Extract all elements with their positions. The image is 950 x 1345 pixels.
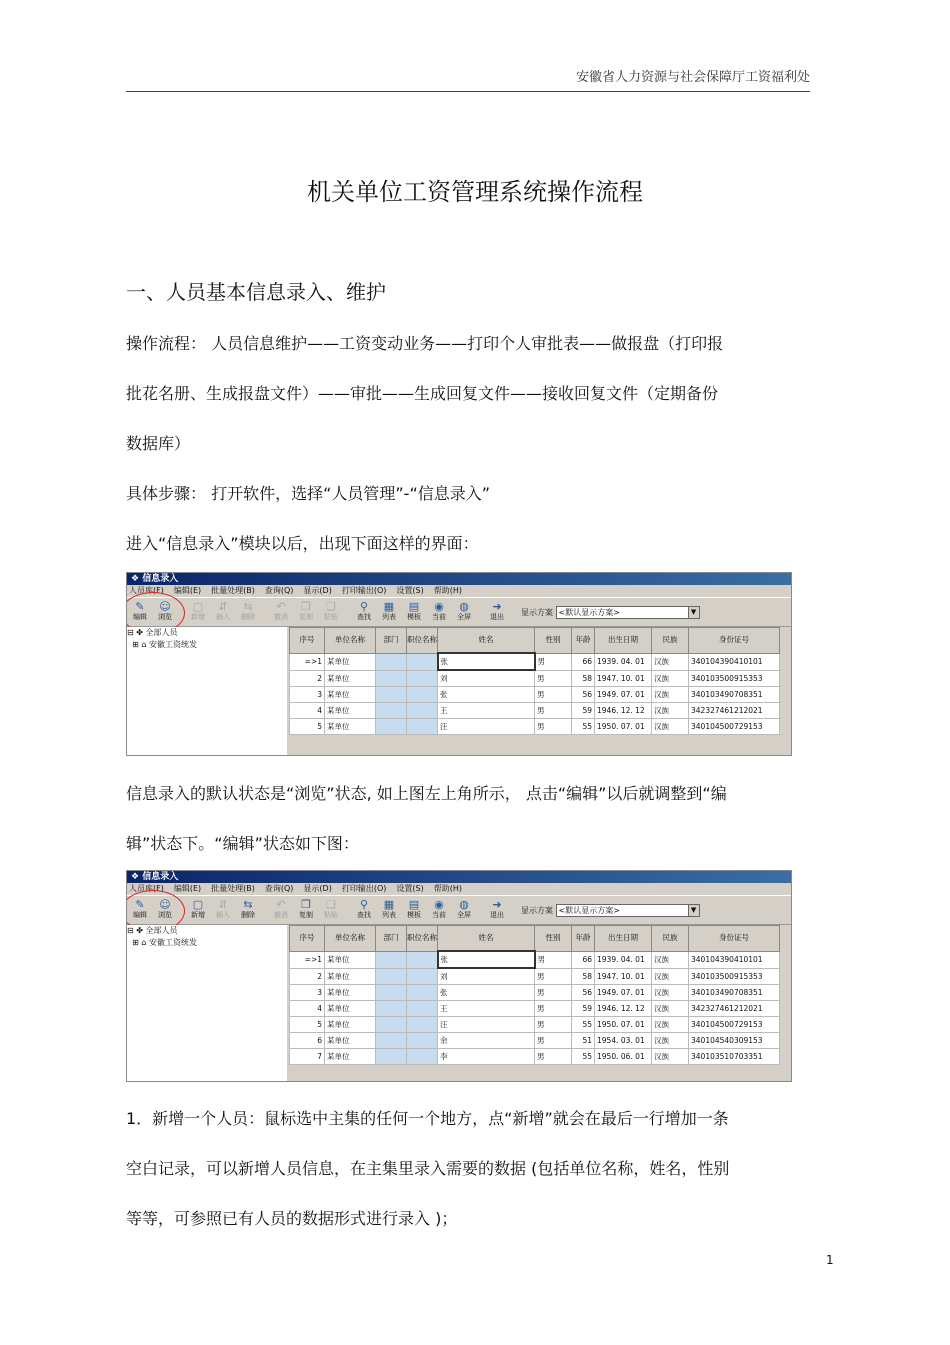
menu-item[interactable]: 打印输出(O) xyxy=(341,586,387,595)
grid-cell-姓名[interactable]: 刘 xyxy=(438,968,535,985)
grid-cell-出生日期[interactable]: 1949. 07. 01 xyxy=(595,687,652,703)
display-scheme xyxy=(521,904,700,917)
paragraph-process-3: 数据库） xyxy=(126,434,191,453)
table-row[interactable] xyxy=(290,1033,780,1049)
grid-cell-部门[interactable] xyxy=(376,1033,407,1049)
grid-cell-单位名称[interactable]: 某单位 xyxy=(325,951,376,968)
grid-cell-民族[interactable]: 汉族 xyxy=(652,1001,689,1017)
table-row[interactable] xyxy=(290,968,780,985)
toolbar-button-exit[interactable] xyxy=(486,898,508,922)
grid-cell-身份证号[interactable]: 340103510703351 xyxy=(689,1049,780,1065)
menu-item[interactable]: 人员库(F) xyxy=(129,586,164,595)
toolbar-button-find[interactable] xyxy=(353,898,375,922)
toolbar-button-fullscreen[interactable] xyxy=(453,898,475,922)
toolbar xyxy=(127,895,791,925)
grid-cell-年龄[interactable]: 55 xyxy=(572,1049,595,1065)
grid-cell-单位名称[interactable]: 某单位 xyxy=(325,703,376,719)
window-title-bar: ❖ 信息录入 xyxy=(127,871,791,883)
grid-cell-序号[interactable]: 5 xyxy=(290,1017,325,1033)
grid-cell-身份证号[interactable]: 340103500915353 xyxy=(689,968,780,985)
toolbar-button-insert[interactable] xyxy=(212,898,234,922)
column-header[interactable]: 单位名称 xyxy=(325,926,376,952)
grid-cell-序号[interactable]: 3 xyxy=(290,985,325,1001)
table-row[interactable] xyxy=(290,1001,780,1017)
grid-cell-出生日期[interactable]: 1954. 03. 01 xyxy=(595,1033,652,1049)
display-scheme-select[interactable]: <默认显示方案> ▼ xyxy=(556,606,700,619)
personnel-grid xyxy=(289,925,780,1065)
delete-icon: ⇆ xyxy=(243,600,253,613)
menu-item[interactable]: 查询(Q) xyxy=(264,586,294,595)
toolbar-button-label: 全屏 xyxy=(457,613,471,621)
menu-item[interactable]: 显示(D) xyxy=(303,586,332,595)
grid-cell-出生日期[interactable]: 1950. 07. 01 xyxy=(595,1017,652,1033)
menu-item[interactable]: 帮助(H) xyxy=(433,586,462,595)
menu-bar xyxy=(127,883,791,895)
paragraph-enter-module: 进入“信息录入”模块以后，出现下面这样的界面： xyxy=(126,534,479,553)
paragraph-add-person-1: 1．新增一个人员：鼠标选中主集的任何一个地方，点“新增”就会在最后一行增加一条 xyxy=(126,1109,729,1128)
copy-icon: ❐ xyxy=(301,600,311,613)
grid-cell-出生日期[interactable]: 1946. 12. 12 xyxy=(595,703,652,719)
grid-cell-民族[interactable]: 汉族 xyxy=(652,653,689,670)
column-header[interactable]: 性别 xyxy=(535,628,572,654)
grid-cell-部门[interactable] xyxy=(376,985,407,1001)
grid-cell-身份证号[interactable]: 340104390410101 xyxy=(689,951,780,968)
toolbar-button-current[interactable] xyxy=(428,898,450,922)
toolbar-button-fullscreen[interactable] xyxy=(453,600,475,624)
grid-cell-民族[interactable]: 汉族 xyxy=(652,703,689,719)
fullscreen-icon: ◍ xyxy=(459,898,469,911)
grid-cell-序号[interactable]: 4 xyxy=(290,1001,325,1017)
toolbar-button-undo[interactable] xyxy=(270,600,292,624)
menu-item[interactable]: 显示(D) xyxy=(303,884,332,893)
toolbar-button-label: 删除 xyxy=(241,613,255,621)
table-row[interactable] xyxy=(290,687,780,703)
grid-cell-性别[interactable]: 男 xyxy=(535,687,572,703)
grid-cell-职位名称[interactable] xyxy=(407,968,438,985)
grid-cell-序号[interactable]: 2 xyxy=(290,968,325,985)
grid-cell-姓名[interactable]: 李 xyxy=(438,1049,535,1065)
grid-cell-出生日期[interactable]: 1947. 10. 01 xyxy=(595,968,652,985)
chevron-down-icon[interactable]: ▼ xyxy=(688,607,699,618)
toolbar-button-label: 复制 xyxy=(299,613,313,621)
display-scheme-select[interactable]: <默认显示方案> ▼ xyxy=(556,904,700,917)
grid-cell-部门[interactable] xyxy=(376,1017,407,1033)
table-row[interactable] xyxy=(290,1017,780,1033)
grid-cell-部门[interactable] xyxy=(376,703,407,719)
toolbar-button-label: 全屏 xyxy=(457,911,471,919)
table-row[interactable] xyxy=(290,670,780,687)
display-scheme-label: 显示方案 xyxy=(521,608,556,617)
table-row[interactable] xyxy=(290,1049,780,1065)
header-divider xyxy=(126,91,810,92)
table-row[interactable] xyxy=(290,985,780,1001)
toolbar-button-label: 查找 xyxy=(357,613,371,621)
grid-cell-职位名称[interactable] xyxy=(407,1001,438,1017)
grid-cell-职位名称[interactable] xyxy=(407,703,438,719)
grid-cell-性别[interactable]: 男 xyxy=(535,670,572,687)
grid-cell-年龄[interactable]: 66 xyxy=(572,951,595,968)
grid-cell-职位名称[interactable] xyxy=(407,719,438,735)
grid-cell-姓名[interactable]: 余 xyxy=(438,1033,535,1049)
grid-cell-职位名称[interactable] xyxy=(407,951,438,968)
grid-cell-性别[interactable]: 男 xyxy=(535,1033,572,1049)
personnel-tree xyxy=(127,925,287,1081)
grid-cell-性别[interactable]: 男 xyxy=(535,985,572,1001)
toolbar xyxy=(127,597,791,627)
menu-item[interactable]: 编辑(E) xyxy=(173,884,202,893)
grid-cell-单位名称[interactable]: 某单位 xyxy=(325,1033,376,1049)
grid-cell-出生日期[interactable]: 1946. 12. 12 xyxy=(595,1001,652,1017)
toolbar-button-paste[interactable] xyxy=(320,600,342,624)
grid-cell-身份证号[interactable]: 340103500915353 xyxy=(689,670,780,687)
browse-icon: ☺ xyxy=(159,600,171,613)
grid-cell-身份证号[interactable]: 340104500729153 xyxy=(689,1017,780,1033)
grid-cell-姓名[interactable]: 汪 xyxy=(438,1017,535,1033)
screenshot-edit-mode xyxy=(126,870,792,1082)
toolbar-button-add[interactable] xyxy=(187,898,209,922)
column-header[interactable]: 部门 xyxy=(376,628,407,654)
toolbar-button-label: 列表 xyxy=(382,613,396,621)
grid-cell-序号[interactable]: 6 xyxy=(290,1033,325,1049)
grid-cell-部门[interactable] xyxy=(376,1001,407,1017)
menu-item[interactable]: 帮助(H) xyxy=(433,884,462,893)
add-icon: ▢ xyxy=(192,898,204,911)
toolbar-button-list[interactable] xyxy=(378,600,400,624)
paragraph-process-2: 批花名册、生成报盘文件）——审批——生成回复文件——接收回复文件（定期备份 xyxy=(126,384,719,403)
grid-cell-民族[interactable]: 汉族 xyxy=(652,1033,689,1049)
grid-cell-部门[interactable] xyxy=(376,687,407,703)
toolbar-button-current[interactable] xyxy=(428,600,450,624)
toolbar-button-delete[interactable] xyxy=(237,898,259,922)
grid-cell-部门[interactable] xyxy=(376,1049,407,1065)
grid-cell-民族[interactable]: 汉族 xyxy=(652,670,689,687)
toolbar-button-label: 当前 xyxy=(432,911,446,919)
grid-cell-年龄[interactable]: 51 xyxy=(572,1033,595,1049)
fullscreen-icon: ◍ xyxy=(459,600,469,613)
find-icon: ⚲ xyxy=(359,898,369,911)
template-icon: ▤ xyxy=(408,898,420,911)
current-icon: ◉ xyxy=(434,600,444,613)
toolbar-button-label: 浏览 xyxy=(158,613,172,621)
undo-icon: ↶ xyxy=(276,898,286,911)
template-icon: ▤ xyxy=(408,600,420,613)
table-row[interactable] xyxy=(290,653,780,670)
toolbar-button-delete[interactable] xyxy=(237,600,259,624)
column-header[interactable]: 序号 xyxy=(290,926,325,952)
paragraph-add-person-3: 等等，可参照已有人员的数据形式进行录入 )； xyxy=(126,1209,458,1228)
grid-cell-性别[interactable]: 男 xyxy=(535,653,572,670)
list-icon: ▦ xyxy=(383,600,395,613)
column-header[interactable]: 身份证号 xyxy=(689,628,780,654)
document-title: 机关单位工资管理系统操作流程 xyxy=(307,178,643,206)
grid-cell-年龄[interactable]: 55 xyxy=(572,1017,595,1033)
grid-cell-民族[interactable]: 汉族 xyxy=(652,985,689,1001)
toolbar-button-list[interactable] xyxy=(378,898,400,922)
grid-cell-序号[interactable]: =>1 xyxy=(290,653,325,670)
column-header[interactable]: 民族 xyxy=(652,628,689,654)
exit-icon: ➜ xyxy=(492,898,502,911)
grid-cell-姓名[interactable]: 张 xyxy=(438,985,535,1001)
table-row[interactable] xyxy=(290,951,780,968)
grid-cell-部门[interactable] xyxy=(376,968,407,985)
grid-cell-职位名称[interactable] xyxy=(407,670,438,687)
paragraph-default-state-1: 信息录入的默认状态是“浏览”状态, 如上图左上角所示， 点击“编辑”以后就调整到“编 xyxy=(126,784,727,803)
toolbar-button-label: 粘贴 xyxy=(324,911,338,919)
toolbar-button-find[interactable] xyxy=(353,600,375,624)
toolbar-button-label: 撤消 xyxy=(274,613,288,621)
grid-cell-年龄[interactable]: 55 xyxy=(572,719,595,735)
insert-icon: ⇵ xyxy=(218,898,228,911)
tree-node-root[interactable]: ⊟ ✤ 全部人员 xyxy=(127,926,178,935)
grid-cell-部门[interactable] xyxy=(376,719,407,735)
grid-cell-身份证号[interactable]: 340103490708351 xyxy=(689,985,780,1001)
column-header[interactable]: 职位名称 xyxy=(407,628,438,654)
grid-cell-身份证号[interactable]: 342327461212021 xyxy=(689,703,780,719)
column-header[interactable]: 单位名称 xyxy=(325,628,376,654)
grid-cell-性别[interactable]: 男 xyxy=(535,703,572,719)
toolbar-button-label: 插入 xyxy=(216,911,230,919)
window-title-bar: ❖ 信息录入 xyxy=(127,573,791,585)
toolbar-button-label: 编辑 xyxy=(133,613,147,621)
toolbar-button-label: 删除 xyxy=(241,911,255,919)
browse-icon: ☺ xyxy=(159,898,171,911)
toolbar-button-paste[interactable] xyxy=(320,898,342,922)
grid-cell-性别[interactable]: 男 xyxy=(535,1001,572,1017)
grid-cell-单位名称[interactable]: 某单位 xyxy=(325,1017,376,1033)
tree-node-root[interactable]: ⊟ ✤ 全部人员 xyxy=(127,628,178,637)
column-header[interactable]: 姓名 xyxy=(438,628,535,654)
menu-bar xyxy=(127,585,791,597)
grid-cell-序号[interactable]: 5 xyxy=(290,719,325,735)
grid-cell-单位名称[interactable]: 某单位 xyxy=(325,985,376,1001)
personnel-tree xyxy=(127,627,287,755)
toolbar-button-label: 退出 xyxy=(490,613,504,621)
menu-item[interactable]: 人员库(F) xyxy=(129,884,164,893)
grid-cell-职位名称[interactable] xyxy=(407,653,438,670)
toolbar-button-insert[interactable] xyxy=(212,600,234,624)
paragraph-default-state-2: 辑”状态下。“编辑”状态如下图： xyxy=(126,834,359,853)
grid-cell-出生日期[interactable]: 1950. 06. 01 xyxy=(595,1049,652,1065)
grid-cell-年龄[interactable]: 56 xyxy=(572,687,595,703)
tree-node-child[interactable]: ⊞ ⌂ 安徽工资统发 xyxy=(127,640,197,649)
column-header[interactable]: 序号 xyxy=(290,628,325,654)
toolbar-button-copy[interactable] xyxy=(295,898,317,922)
grid-cell-姓名[interactable]: 张 xyxy=(438,653,535,670)
grid-cell-职位名称[interactable] xyxy=(407,687,438,703)
menu-item[interactable]: 打印输出(O) xyxy=(341,884,387,893)
grid-cell-单位名称[interactable]: 某单位 xyxy=(325,1049,376,1065)
grid-cell-序号[interactable]: 3 xyxy=(290,687,325,703)
grid-header-row xyxy=(290,926,780,952)
paste-icon: ❏ xyxy=(326,898,336,911)
add-icon: ▢ xyxy=(192,600,204,613)
grid-cell-姓名[interactable]: 张 xyxy=(438,687,535,703)
menu-item[interactable]: 批量处理(B) xyxy=(211,586,255,595)
toolbar-button-label: 浏览 xyxy=(158,911,172,919)
display-scheme-label: 显示方案 xyxy=(521,906,556,915)
grid-cell-部门[interactable] xyxy=(376,670,407,687)
grid-cell-年龄[interactable]: 58 xyxy=(572,968,595,985)
toolbar-button-undo[interactable] xyxy=(270,898,292,922)
grid-cell-年龄[interactable]: 59 xyxy=(572,703,595,719)
toolbar-button-label: 撤消 xyxy=(274,911,288,919)
grid-cell-职位名称[interactable] xyxy=(407,1049,438,1065)
menu-item[interactable]: 查询(Q) xyxy=(264,884,294,893)
exit-icon: ➜ xyxy=(492,600,502,613)
paste-icon: ❏ xyxy=(326,600,336,613)
grid-cell-部门[interactable] xyxy=(376,653,407,670)
grid-cell-姓名[interactable]: 刘 xyxy=(438,670,535,687)
grid-cell-单位名称[interactable]: 某单位 xyxy=(325,719,376,735)
toolbar-button-copy[interactable] xyxy=(295,600,317,624)
grid-cell-性别[interactable]: 男 xyxy=(535,719,572,735)
toolbar-button-label: 新增 xyxy=(191,613,205,621)
grid-cell-身份证号[interactable]: 342327461212021 xyxy=(689,1001,780,1017)
grid-cell-年龄[interactable]: 59 xyxy=(572,1001,595,1017)
copy-icon: ❐ xyxy=(301,898,311,911)
grid-cell-民族[interactable]: 汉族 xyxy=(652,951,689,968)
edit-icon: ✎ xyxy=(135,898,145,911)
current-icon: ◉ xyxy=(434,898,444,911)
grid-cell-性别[interactable]: 男 xyxy=(535,1049,572,1065)
toolbar-button-label: 列表 xyxy=(382,911,396,919)
column-header[interactable]: 姓名 xyxy=(438,926,535,952)
toolbar-button-template[interactable] xyxy=(403,898,425,922)
grid-cell-序号[interactable]: =>1 xyxy=(290,951,325,968)
grid-cell-出生日期[interactable]: 1939. 04. 01 xyxy=(595,951,652,968)
grid-cell-身份证号[interactable]: 340104540309153 xyxy=(689,1033,780,1049)
column-header[interactable]: 出生日期 xyxy=(595,926,652,952)
grid-cell-民族[interactable]: 汉族 xyxy=(652,1017,689,1033)
grid-cell-性别[interactable]: 男 xyxy=(535,968,572,985)
column-header[interactable]: 职位名称 xyxy=(407,926,438,952)
grid-cell-性别[interactable]: 男 xyxy=(535,951,572,968)
list-icon: ▦ xyxy=(383,898,395,911)
column-header[interactable]: 性别 xyxy=(535,926,572,952)
grid-cell-出生日期[interactable]: 1947. 10. 01 xyxy=(595,670,652,687)
toolbar-button-template[interactable] xyxy=(403,600,425,624)
find-icon: ⚲ xyxy=(359,600,369,613)
display-scheme xyxy=(521,606,700,619)
grid-cell-部门[interactable] xyxy=(376,951,407,968)
column-header[interactable]: 年龄 xyxy=(572,628,595,654)
insert-icon: ⇵ xyxy=(218,600,228,613)
column-header[interactable]: 年龄 xyxy=(572,926,595,952)
column-header[interactable]: 身份证号 xyxy=(689,926,780,952)
tree-node-child[interactable]: ⊞ ⌂ 安徽工资统发 xyxy=(127,938,197,947)
toolbar-button-label: 退出 xyxy=(490,911,504,919)
chevron-down-icon[interactable]: ▼ xyxy=(688,905,699,916)
undo-icon: ↶ xyxy=(276,600,286,613)
toolbar-button-label: 模板 xyxy=(407,613,421,621)
toolbar-button-add[interactable] xyxy=(187,600,209,624)
grid-header-row xyxy=(290,628,780,654)
column-header[interactable]: 部门 xyxy=(376,926,407,952)
grid-cell-出生日期[interactable]: 1950. 07. 01 xyxy=(595,719,652,735)
personnel-grid xyxy=(289,627,780,735)
toolbar-button-label: 复制 xyxy=(299,911,313,919)
grid-cell-民族[interactable]: 汉族 xyxy=(652,968,689,985)
column-header[interactable]: 民族 xyxy=(652,926,689,952)
paragraph-add-person-2: 空白记录，可以新增人员信息，在主集里录入需要的数据 (包括单位名称，姓名，性别 xyxy=(126,1159,730,1178)
grid-cell-出生日期[interactable]: 1939. 04. 01 xyxy=(595,653,652,670)
grid-cell-职位名称[interactable] xyxy=(407,1033,438,1049)
paragraph-steps: 具体步骤： 打开软件，选择“人员管理”-“信息录入” xyxy=(126,484,491,503)
column-header[interactable]: 出生日期 xyxy=(595,628,652,654)
table-row[interactable] xyxy=(290,703,780,719)
paragraph-process-1: 操作流程： 人员信息维护——工资变动业务——打印个人审批表——做报盘（打印报 xyxy=(126,334,724,353)
edit-icon: ✎ xyxy=(135,600,145,613)
grid-cell-民族[interactable]: 汉族 xyxy=(652,1049,689,1065)
grid-cell-性别[interactable]: 男 xyxy=(535,1017,572,1033)
grid-cell-单位名称[interactable]: 某单位 xyxy=(325,968,376,985)
menu-item[interactable]: 批量处理(B) xyxy=(211,884,255,893)
grid-cell-身份证号[interactable]: 340103490708351 xyxy=(689,687,780,703)
grid-cell-单位名称[interactable]: 某单位 xyxy=(325,670,376,687)
toolbar-button-exit[interactable] xyxy=(486,600,508,624)
grid-cell-职位名称[interactable] xyxy=(407,985,438,1001)
grid-cell-年龄[interactable]: 58 xyxy=(572,670,595,687)
toolbar-button-label: 模板 xyxy=(407,911,421,919)
grid-cell-姓名[interactable]: 汪 xyxy=(438,719,535,735)
page-header: 安徽省人力资源与社会保障厅工资福利处 xyxy=(575,70,810,85)
toolbar-button-label: 插入 xyxy=(216,613,230,621)
section-heading: 一、人员基本信息录入、维护 xyxy=(126,280,386,304)
grid-cell-民族[interactable]: 汉族 xyxy=(652,687,689,703)
toolbar-button-label: 新增 xyxy=(191,911,205,919)
table-row[interactable] xyxy=(290,719,780,735)
toolbar-button-label: 粘贴 xyxy=(324,613,338,621)
grid-cell-身份证号[interactable]: 340104500729153 xyxy=(689,719,780,735)
grid-cell-年龄[interactable]: 66 xyxy=(572,653,595,670)
toolbar-button-label: 查找 xyxy=(357,911,371,919)
grid-cell-姓名[interactable]: 王 xyxy=(438,1001,535,1017)
menu-item[interactable]: 设置(S) xyxy=(396,586,424,595)
grid-cell-民族[interactable]: 汉族 xyxy=(652,719,689,735)
grid-cell-单位名称[interactable]: 某单位 xyxy=(325,687,376,703)
menu-item[interactable]: 编辑(E) xyxy=(173,586,202,595)
menu-item[interactable]: 设置(S) xyxy=(396,884,424,893)
screenshot-browse-mode xyxy=(126,572,792,756)
grid-cell-职位名称[interactable] xyxy=(407,1017,438,1033)
grid-cell-单位名称[interactable]: 某单位 xyxy=(325,1001,376,1017)
delete-icon: ⇆ xyxy=(243,898,253,911)
grid-cell-身份证号[interactable]: 340104390410101 xyxy=(689,653,780,670)
grid-cell-姓名[interactable]: 张 xyxy=(438,951,535,968)
grid-cell-单位名称[interactable]: 某单位 xyxy=(325,653,376,670)
toolbar-button-label: 当前 xyxy=(432,613,446,621)
grid-cell-年龄[interactable]: 56 xyxy=(572,985,595,1001)
grid-cell-序号[interactable]: 2 xyxy=(290,670,325,687)
grid-cell-姓名[interactable]: 王 xyxy=(438,703,535,719)
grid-cell-序号[interactable]: 4 xyxy=(290,703,325,719)
page-number: 1 xyxy=(826,1253,834,1267)
toolbar-button-label: 编辑 xyxy=(133,911,147,919)
grid-cell-出生日期[interactable]: 1949. 07. 01 xyxy=(595,985,652,1001)
grid-cell-序号[interactable]: 7 xyxy=(290,1049,325,1065)
